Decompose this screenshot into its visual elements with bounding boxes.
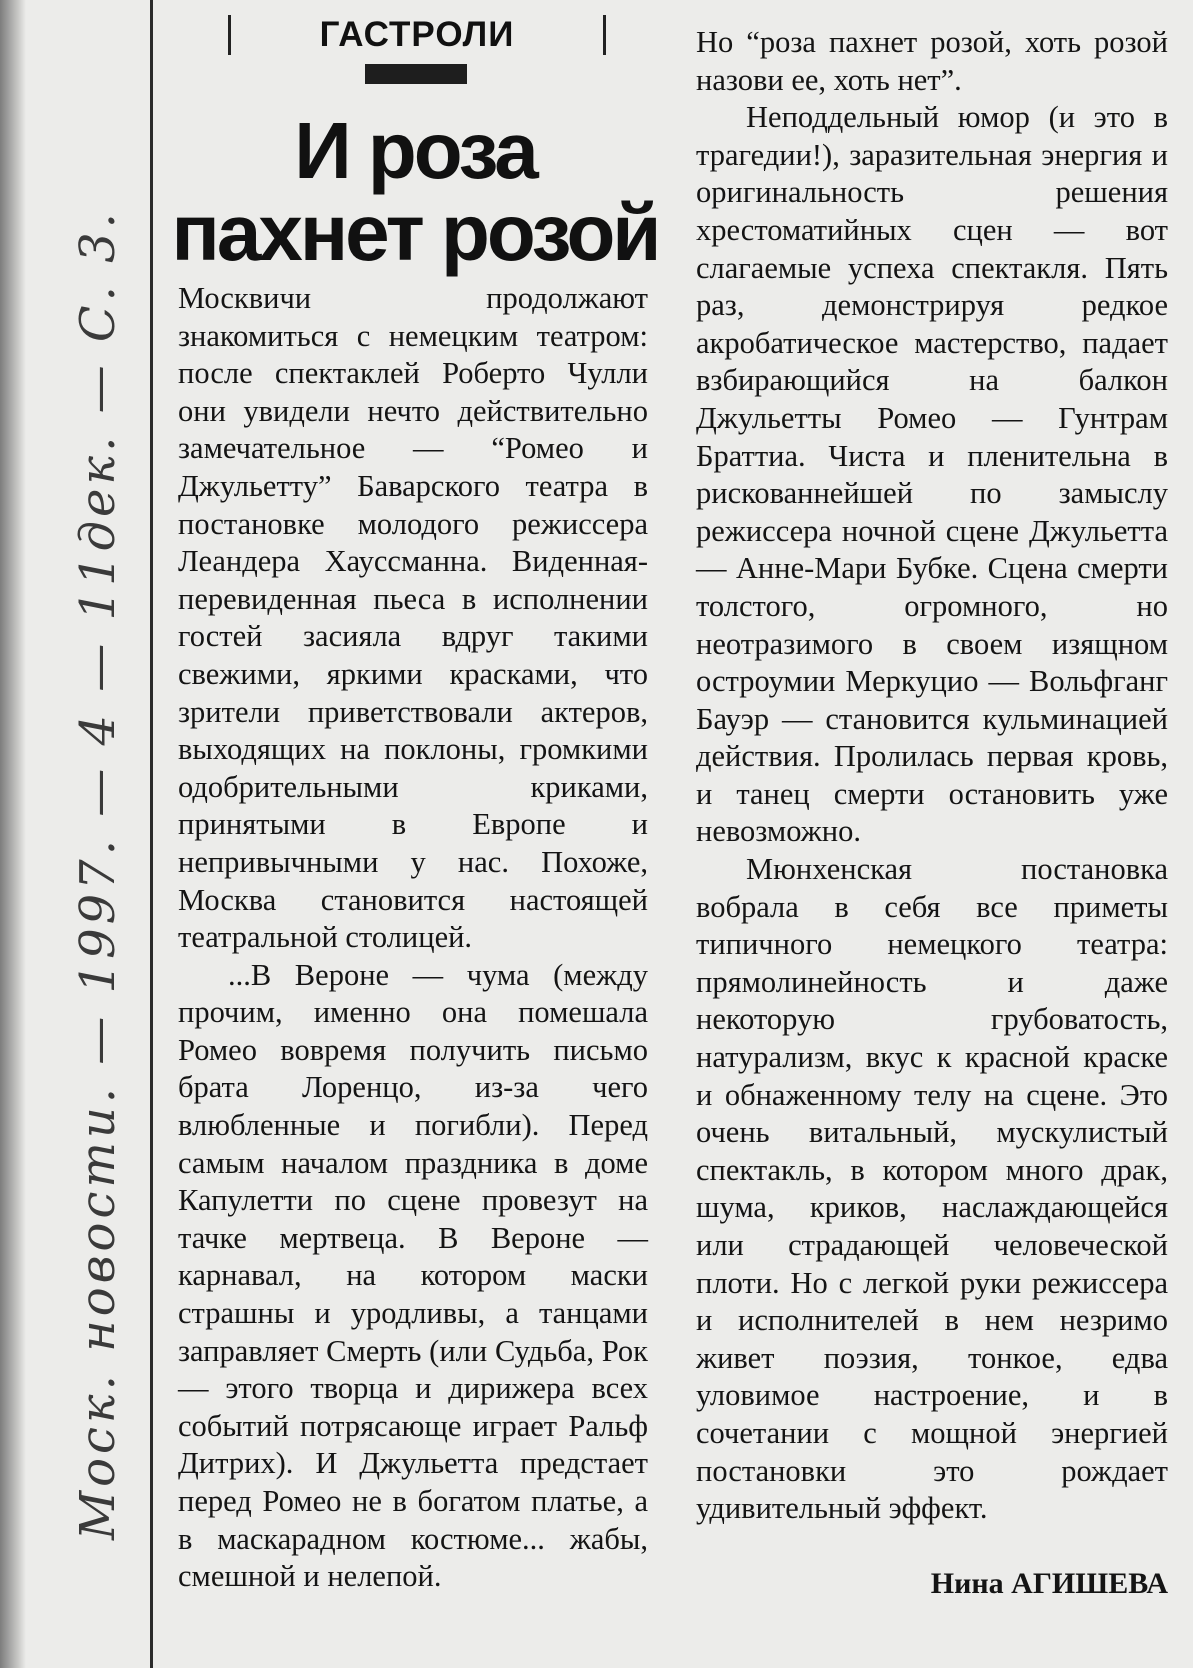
article-column-1 [178,280,648,1596]
headline-line-2: пахнет розой [171,188,659,277]
article-column-2 [696,24,1168,1528]
rubric-underline-bar [365,64,467,84]
rubric-box [228,15,606,55]
article-headline [170,106,660,277]
scan-edge [0,0,26,1668]
paragraph: Москвичи продолжают знакомиться с немецким театром: после спектаклей Роберто Чулли они увидели нечто действительно замечательное — “Ромео и Джульетту” Баварского театра в постановке молодого режиссера Леандера Хауссманна. Виденная-перевиденная пьеса в исполнении гостей засияла вдруг такими свежими, яркими красками, что зрители приветствовали актеров, выходящих на поклоны, громкими одобрительными криками, принятыми в Европе и непривычными у нас. Похоже, Москва становится настоящей театральной столицей. [178,281,648,955]
column-rule [150,0,153,1668]
paragraph: Неподдельный юмор (и это в трагедии!), заразительная энергия и оригинальность решения хрестоматийных сцен — вот слагаемые успеха спектакля. Пять раз, демонстрируя редкое акробатическое мастерство, падает взбирающийся на балкон Джульетты Ромео — Гунтрам Браттиа. Чиста и пленительна в рискованнейшей по замыслу режиссера ночной сцене Джульетта — Анне-Мари Бубке. Сцена смерти толстого, огромного, но неотразимого в своем изящном остроумии Меркуцио — Вольфганг Бауэр — становится кульминацией действия. Пролилась первая кровь, и танец смерти остановить уже невозможно. [696,100,1168,849]
paragraph: Мюнхенская постановка вобрала в себя все приметы типичного немецкого театра: прямолинейность и даже некоторую грубоватость, натурализм, вкус к красной краске и обнаженному телу на сцене. Это очень витальный, мускулистый спектакль, в котором много драк, шума, криков, наслаждающейся или страдающей человеческой плоти. Но с легкой руки режиссера и исполнителей в нем незримо живет поэзия, тонкое, едва уловимое настроение, и в сочетании с мощной энергией постановки это рождает удивительный эффект. [696,852,1168,1526]
paragraph: Но “роза пахнет розой, хоть розой назови ее, хоть нет”. [696,25,1168,97]
handwritten-source-note: Моск. новости. — 1997. — 4 — 11дек. — С. 3. [70,209,126,1540]
rubric-label: ГАСТРОЛИ [319,15,515,54]
paragraph: ...В Вероне — чума (между прочим, именно она помешала Ромео вовремя получить письмо брата Лоренцо, из-за чего влюбленные и погибли). Перед самым началом праздника в доме Капулетти по сцене провезут на тачке мертвеца. В Вероне — карнавал, на котором маски страшны и уродливы, а танцами заправляет Смерть (или Судьба, Рок — этого творца и дирижера всех событий потрясающе играет Ральф Дитрих). И Джульетта предстает перед Ромео не в богатом платье, а в маскарадном костюме... жабы, смешной и нелепой. [178,957,648,1594]
headline-line-1: И роза [294,106,536,195]
author-signature: Нина АГИШЕВА [930,1567,1168,1600]
